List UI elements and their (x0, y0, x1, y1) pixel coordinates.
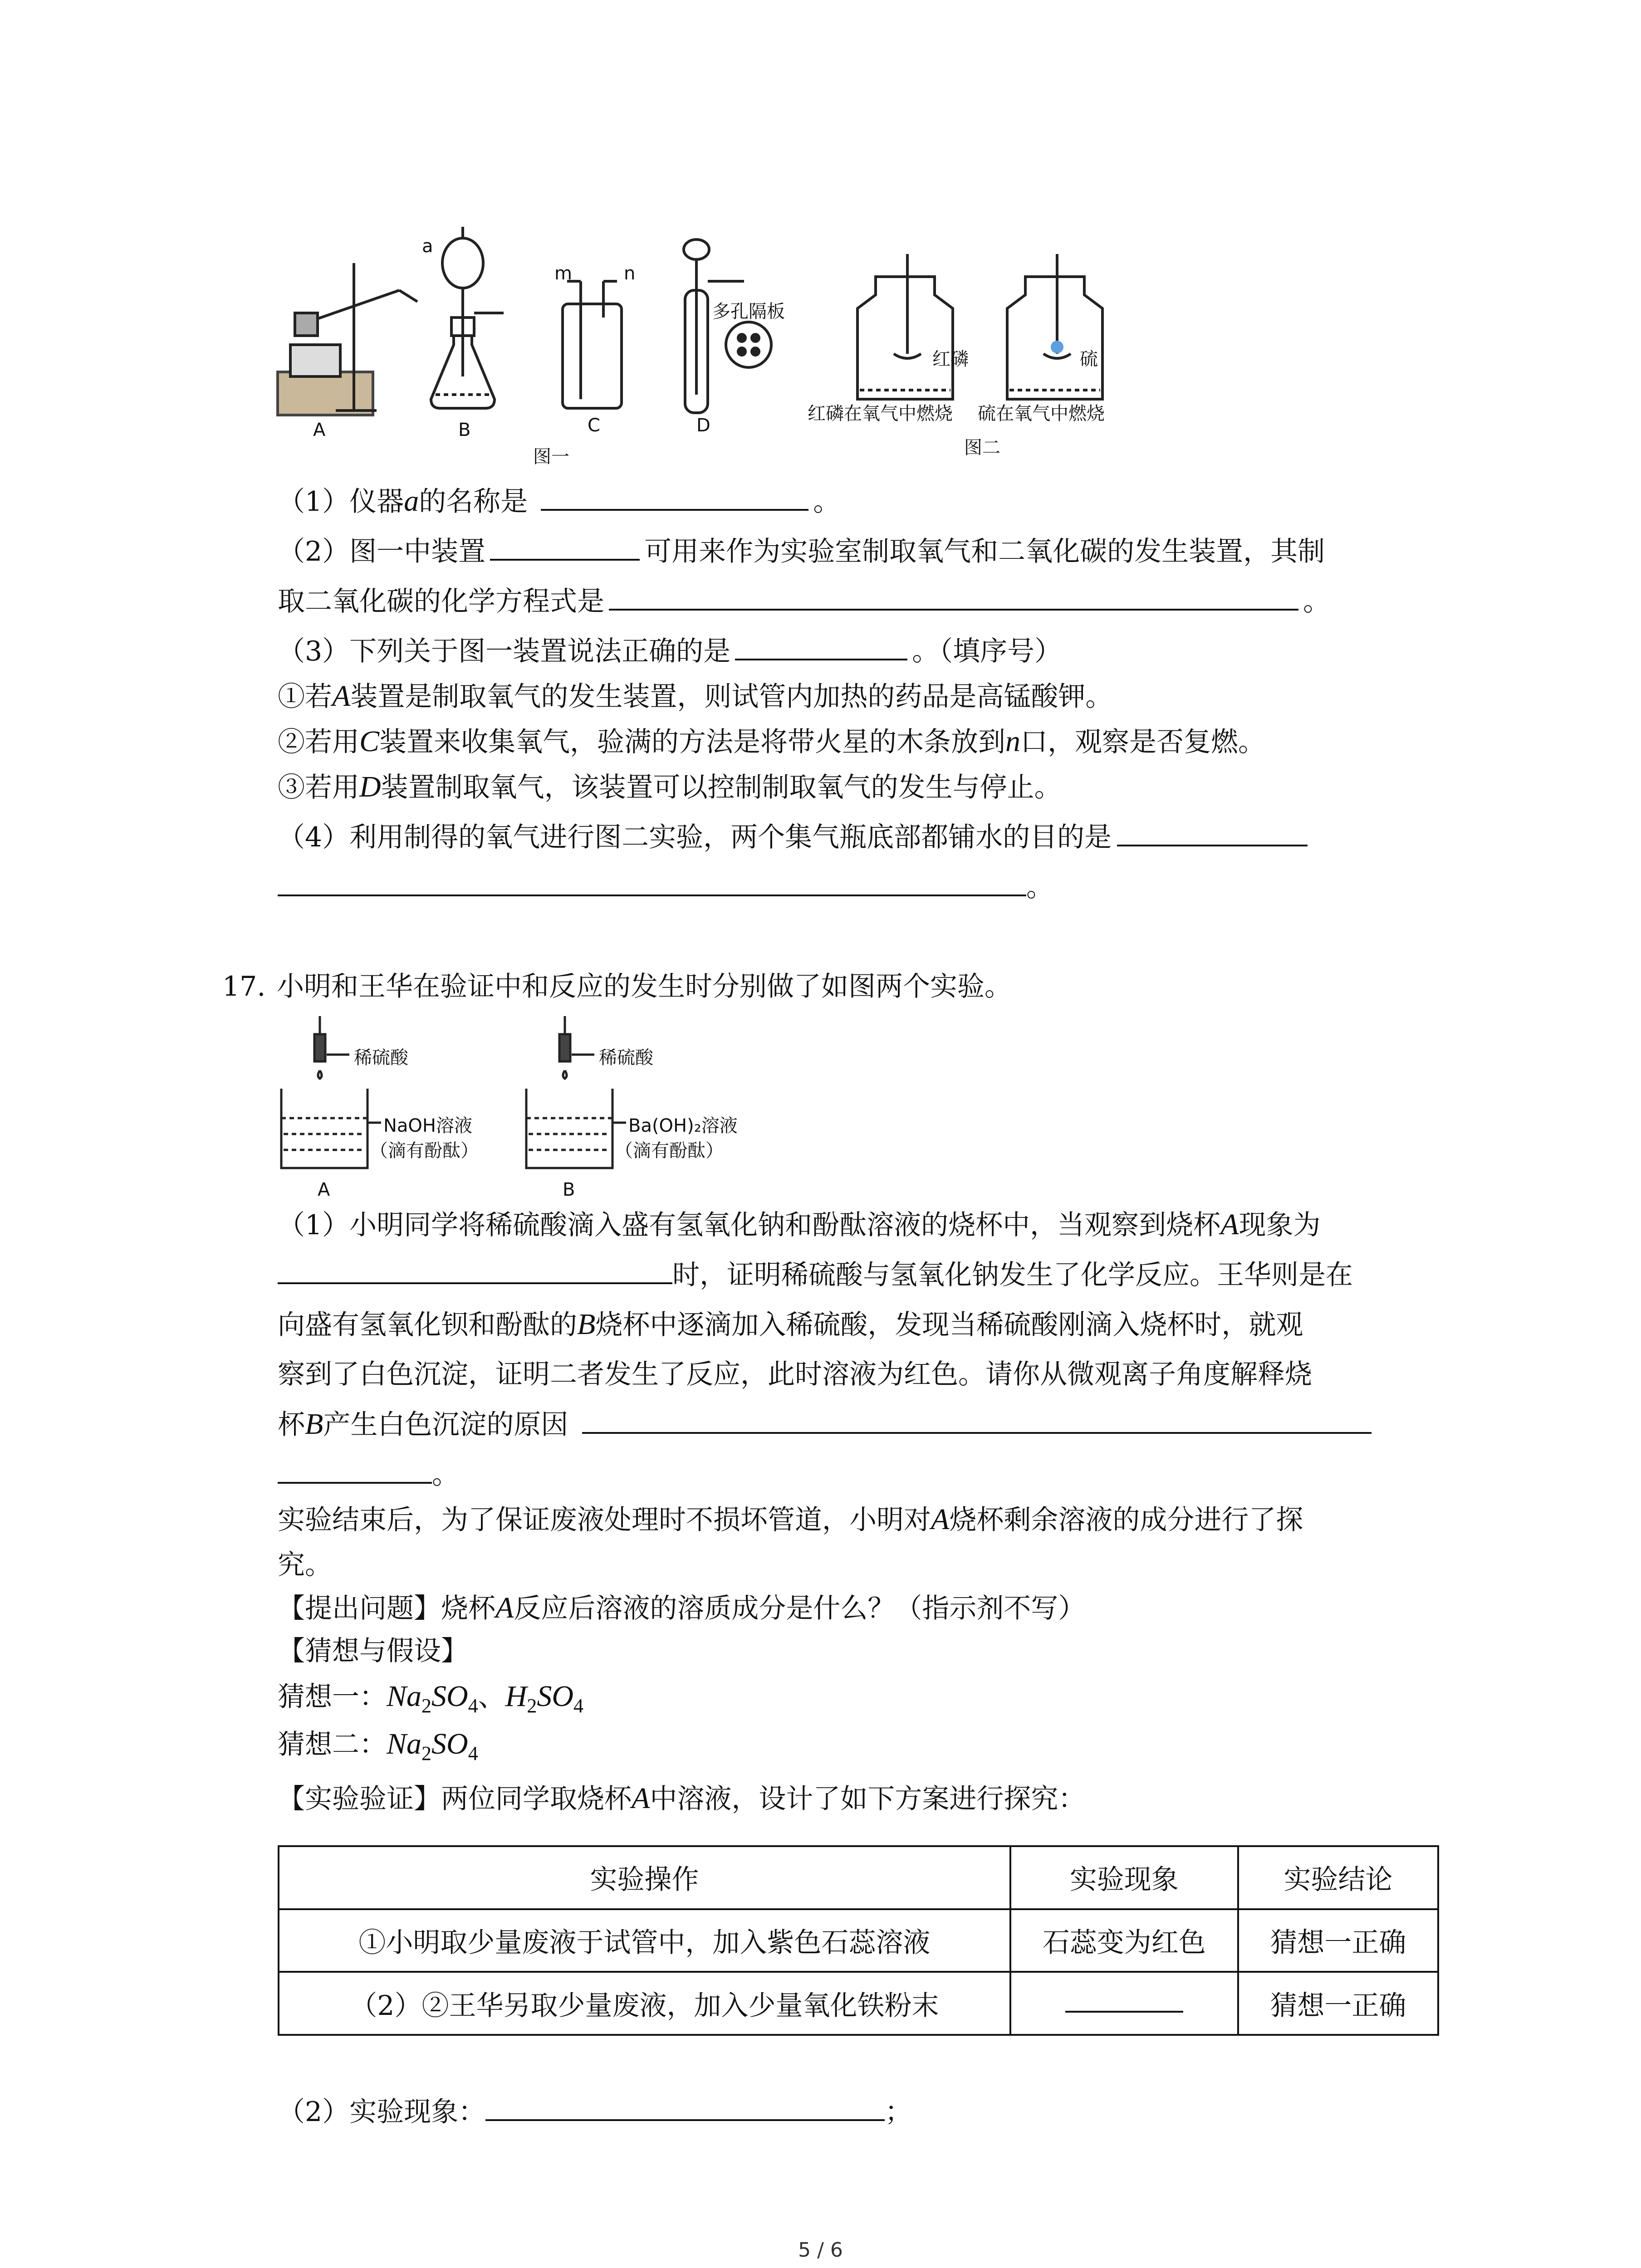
q17-part2: （2）实验现象： ； (278, 2091, 912, 2132)
q17-p1-line6: 。 (278, 1454, 459, 1495)
q16-part1: （1）仪器a的名称是 。 (278, 481, 840, 522)
q17-intro-line1: 实验结束后，为了保证废液处理时不损坏管道，小明对A烧杯剩余溶液的成分进行了探 (278, 1503, 1303, 1536)
q16-part3: （3）下列关于图一装置说法正确的是 。（填序号） (278, 631, 1062, 672)
fig1-tube-a-label: a (422, 236, 433, 257)
q17-verify-intro: 【实验验证】两位同学取烧杯A中溶液，设计了如下方案进行探究： (278, 1782, 1086, 1815)
q17-hypothesis-2: 猜想二：$Na_2SO_4$ (278, 1727, 478, 1765)
q17-answer-blank-1[interactable] (278, 1254, 672, 1284)
q16-part4-line1: （4）利用制得的氧气进行图二实验，两个集气瓶底部都铺水的目的是 (278, 816, 1308, 858)
q17-stem: 17. 小明和王华在验证中和反应的发生时分别做了如图两个实验。 (222, 971, 1012, 1002)
q16-part2-line1: （2）图一中装置 可用来作为实验室制取氧气和二氧化碳的发生装置，其制 (278, 531, 1325, 572)
fig1-label-a: A (313, 420, 326, 440)
q17-figB-note: （滴有酚酞） (615, 1140, 724, 1161)
fig2-jar1-caption: 红磷在氧气中燃烧 (808, 403, 953, 424)
q16-answer-blank-1[interactable] (541, 481, 808, 511)
fig2-caption: 图二 (964, 437, 1000, 458)
page-number: 5 / 6 (798, 2239, 843, 2262)
table-row (279, 1909, 1438, 1972)
q17-figA-note: （滴有酚酞） (370, 1140, 479, 1161)
table-cell: ①小明取少量废液于试管中，加入紫色石蕊溶液 (279, 1909, 1010, 1972)
q16-answer-blank-3[interactable] (609, 581, 1298, 611)
fig1-bottle-m-label: m (554, 263, 572, 284)
q17-p1-line1: （1）小明同学将稀硫酸滴入盛有氢氧化钠和酚酞溶液的烧杯中，当观察到烧杯A现象为 (278, 1208, 1321, 1241)
q17-answer-blank-2b[interactable] (278, 1454, 432, 1484)
q17-figure (272, 1007, 726, 1207)
q17-figA-solution: NaOH溶液 (383, 1115, 472, 1136)
fig1-caption: 图一 (533, 446, 569, 467)
fig2-jar1-label: 红磷 (932, 349, 969, 370)
q17-hypothesis-1: 猜想一：$Na_2SO_4$、$H_2SO_4$ (278, 1680, 584, 1717)
table-cell: 石蕊变为红色 (1010, 1909, 1238, 1972)
q16-answer-blank-5a[interactable] (1117, 816, 1308, 846)
q17-question: 【提出问题】烧杯A反应后溶液的溶质成分是什么？（指示剂不写） (278, 1591, 1086, 1624)
q16-part2-line2: 取二氧化碳的化学方程式是 。 (278, 581, 1330, 622)
q16-answer-blank-5b[interactable] (278, 866, 1026, 896)
q17-figB-label: B (563, 1179, 575, 1200)
q17-p1-line5: 杯B产生白色沉淀的原因 (278, 1404, 1372, 1445)
table-header-cell: 实验结论 (1238, 1846, 1438, 1909)
q17-figA-label: A (318, 1179, 330, 1200)
q16-option3: ③若用D装置制取氧气，该装置可以控制制取氧气的发生与停止。 (278, 770, 1062, 803)
q16-answer-blank-2[interactable] (490, 531, 640, 561)
fig2-jar2-caption: 硫在氧气中燃烧 (978, 403, 1105, 424)
table-cell: 猜想一正确 (1238, 1909, 1438, 1972)
fig2-jar2-label: 硫 (1080, 349, 1098, 370)
fig1-label-c: C (588, 415, 600, 436)
q17-p1-line2: 时，证明稀硫酸与氢氧化钠发生了化学反应。王华则是在 (278, 1254, 1353, 1295)
q17-intro-line2: 究。 (278, 1549, 332, 1581)
experiment-table (278, 1845, 1439, 2036)
q17-figB-reagent: 稀硫酸 (599, 1047, 653, 1068)
q17-figA-reagent: 稀硫酸 (354, 1047, 408, 1068)
table-cell-blank[interactable] (1010, 1972, 1238, 2035)
q17-hypothesis-heading: 【猜想与假设】 (278, 1635, 468, 1667)
fig1-plate-label: 多孔隔板 (712, 301, 785, 322)
table-cell: （2）②王华另取少量废液，加入少量氧化铁粉末 (279, 1972, 1010, 2035)
q16-option2: ②若用C装置来收集氧气，验满的方法是将带火星的木条放到n口，观察是否复燃。 (278, 725, 1266, 758)
q17-figB-solution: Ba(OH)₂溶液 (628, 1115, 738, 1136)
table-cell: 猜想一正确 (1238, 1972, 1438, 2035)
q16-option1: ①若A装置是制取氧气的发生装置，则试管内加热的药品是高锰酸钾。 (278, 679, 1113, 713)
q17-table-answer-blank[interactable] (1065, 1988, 1183, 2013)
fig1-label-b: B (458, 420, 471, 440)
table-row (279, 1972, 1438, 2035)
fig1-label-d: D (696, 415, 710, 436)
table-header-cell: 实验操作 (279, 1846, 1010, 1909)
figure-apparatus (272, 213, 1157, 467)
q17-p1-line4: 察到了白色沉淀，证明二者发生了反应，此时溶液为红色。请你从微观离子角度解释烧 (278, 1359, 1312, 1390)
q16-answer-blank-4[interactable] (735, 631, 907, 660)
q16-part4-line2: 。 (278, 866, 1053, 908)
table-header-row (279, 1846, 1438, 1909)
fig1-bottle-n-label: n (624, 263, 636, 284)
q17-p1-line3: 向盛有氢氧化钡和酚酞的B烧杯中逐滴加入稀硫酸，发现当稀硫酸刚滴入烧杯时，就观 (278, 1308, 1303, 1341)
q17-answer-blank-2a[interactable] (582, 1404, 1372, 1434)
table-header-cell: 实验现象 (1010, 1846, 1238, 1909)
q17-answer-blank-3[interactable] (485, 2091, 885, 2121)
